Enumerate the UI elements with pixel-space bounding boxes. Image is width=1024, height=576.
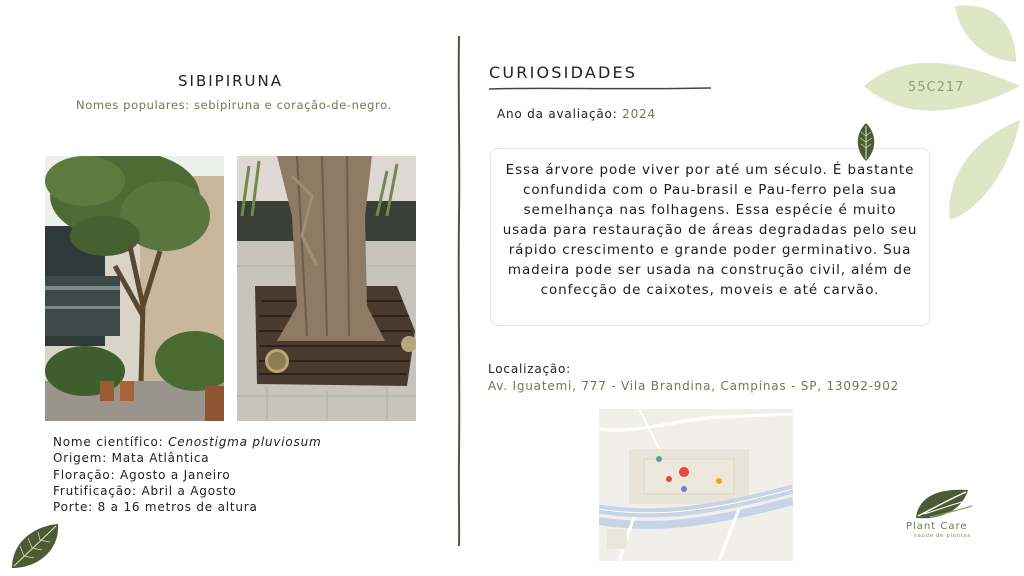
fact-size: Porte: 8 a 16 metros de altura [53,500,258,515]
location-label: Localização: [488,362,572,376]
location-map[interactable] [599,409,793,561]
fact-flowering: Floração: Agosto a Janeiro [53,467,231,482]
popular-names: Nomes populares: sebipiruna e coração-de-negro. [76,98,392,112]
curiosity-text: Essa árvore pode viver por até um século. É bastante confundida com o Pau-brasil e Pau-ferro pela sua semelhança nas folhagens. Essa espécie é muito usada para restauração de áreas degradadas pelo seu rápido crescimento e grande poder germinativo. Sua madeira pode ser usada na construção civil, além de confecção de caixotes, moveis e até carvão. [502,162,918,298]
tree-photo-courtyard [45,156,224,421]
fact-scientific-name: Nome científico: Cenostigma pluviosum [53,435,322,449]
leaf-icon-bottom-left [8,522,62,572]
decorative-leaves [860,0,1024,225]
tree-code: 55C217 [908,80,965,95]
evaluation-year: Ano da avaliação: 2024 [497,107,656,121]
plant-care-logo-name: Plant Care [906,521,968,532]
fact-origin: Origem: Mata Atlântica [53,451,210,466]
fact-fruiting: Frutificação: Abril a Agosto [53,483,237,498]
tree-name-title: SIBIPIRUNA [178,72,284,90]
location-address: Av. Iguatemi, 777 - Vila Brandina, Campinas - SP, 13092-902 [488,379,900,393]
evaluation-year-value: 2024 [622,107,656,121]
plant-care-logo-subtitle: saúde de plantas [914,533,971,539]
plant-care-logo-icon [904,486,980,520]
curiosities-title: CURIOSIDADES [489,63,638,82]
title-underline [489,86,711,92]
tree-facts [53,434,321,515]
scientific-name-value: Cenostigma pluviosum [168,435,322,449]
tree-photo-trunk [237,156,416,421]
column-divider [455,36,463,546]
